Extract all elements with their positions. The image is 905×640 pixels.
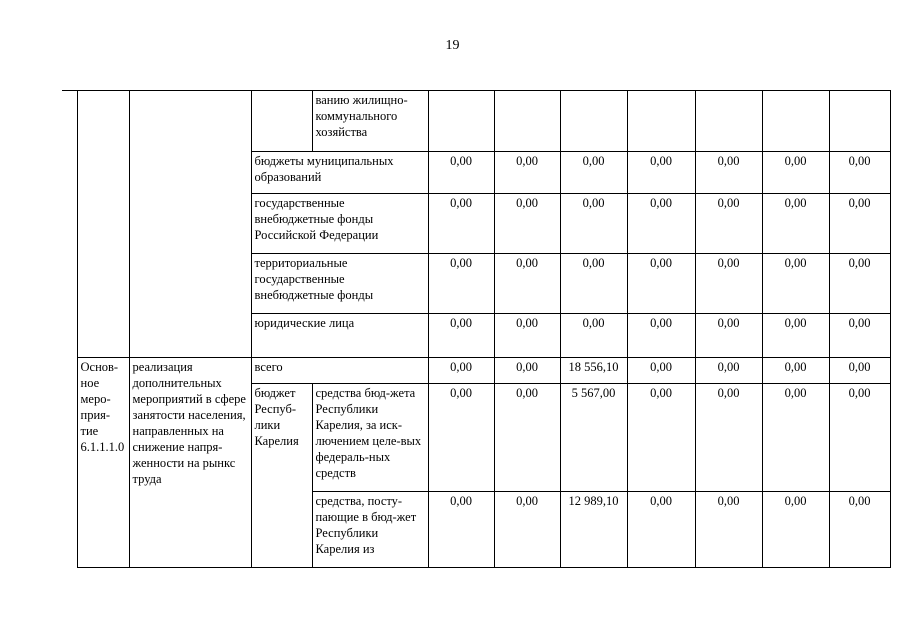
page-number: 19 bbox=[445, 38, 460, 53]
left-edge-cell bbox=[62, 358, 77, 568]
value-cell: 12 989,10 bbox=[560, 492, 627, 568]
value-cell: 0,00 bbox=[627, 152, 695, 194]
value-cell: 0,00 bbox=[627, 314, 695, 358]
value-cell: 0,00 bbox=[494, 254, 560, 314]
source-label: ванию жилищно-коммунального хозяйства bbox=[312, 91, 428, 152]
total-label: всего bbox=[251, 358, 428, 384]
value-cell: 18 556,10 bbox=[560, 358, 627, 384]
value-cell: 0,00 bbox=[695, 384, 762, 492]
budget-group-label: бюджет Респуб-лики Карелия bbox=[251, 384, 312, 568]
value-cell: 0,00 bbox=[627, 492, 695, 568]
value-cell: 0,00 bbox=[695, 492, 762, 568]
value-cell: 0,00 bbox=[762, 384, 829, 492]
value-cell: 0,00 bbox=[695, 254, 762, 314]
value-cell bbox=[829, 91, 890, 152]
source-label: юридические лица bbox=[251, 314, 428, 358]
value-cell: 0,00 bbox=[428, 492, 494, 568]
value-cell: 0,00 bbox=[494, 358, 560, 384]
value-cell: 0,00 bbox=[428, 152, 494, 194]
source-label: территориальные государственные внебюджетные фонды bbox=[251, 254, 428, 314]
value-cell: 0,00 bbox=[627, 358, 695, 384]
value-cell: 0,00 bbox=[560, 314, 627, 358]
value-cell: 0,00 bbox=[762, 358, 829, 384]
value-cell: 0,00 bbox=[829, 492, 890, 568]
value-cell: 0,00 bbox=[762, 152, 829, 194]
budget-table bbox=[62, 90, 891, 568]
value-cell: 0,00 bbox=[428, 358, 494, 384]
measure-description-cell bbox=[129, 91, 251, 358]
value-cell: 0,00 bbox=[428, 194, 494, 254]
value-cell: 0,00 bbox=[494, 492, 560, 568]
value-cell: 0,00 bbox=[695, 152, 762, 194]
value-cell bbox=[428, 91, 494, 152]
value-cell: 0,00 bbox=[695, 358, 762, 384]
source-label: бюджеты муниципальных образований bbox=[251, 152, 428, 194]
value-cell bbox=[560, 91, 627, 152]
value-cell: 0,00 bbox=[762, 314, 829, 358]
value-cell: 0,00 bbox=[695, 194, 762, 254]
budget-group-cell bbox=[251, 91, 312, 152]
value-cell bbox=[494, 91, 560, 152]
source-label: средства бюд-жета Республики Карелия, за иск-лючением целе-вых федераль-ных средств bbox=[312, 384, 428, 492]
measure-type-cell bbox=[77, 91, 129, 358]
value-cell: 0,00 bbox=[428, 314, 494, 358]
value-cell: 0,00 bbox=[695, 314, 762, 358]
value-cell: 0,00 bbox=[829, 152, 890, 194]
value-cell: 0,00 bbox=[428, 254, 494, 314]
value-cell: 0,00 bbox=[560, 254, 627, 314]
measure-description: реализация дополнительных мероприятий в сфере занятости населения, направленных на снижение напря-женности на рынкс труда bbox=[129, 358, 251, 568]
value-cell: 0,00 bbox=[627, 254, 695, 314]
value-cell: 0,00 bbox=[627, 194, 695, 254]
value-cell bbox=[762, 91, 829, 152]
value-cell: 0,00 bbox=[494, 152, 560, 194]
value-cell: 0,00 bbox=[762, 254, 829, 314]
table-row bbox=[62, 91, 890, 152]
measure-type: Основ-ное меро-прия-тие 6.1.1.1.0 bbox=[77, 358, 129, 568]
value-cell: 0,00 bbox=[494, 384, 560, 492]
value-cell bbox=[627, 91, 695, 152]
value-cell: 0,00 bbox=[494, 314, 560, 358]
value-cell bbox=[695, 91, 762, 152]
value-cell: 0,00 bbox=[829, 358, 890, 384]
value-cell: 0,00 bbox=[627, 384, 695, 492]
value-cell: 0,00 bbox=[428, 384, 494, 492]
value-cell: 0,00 bbox=[829, 194, 890, 254]
value-cell: 0,00 bbox=[829, 384, 890, 492]
value-cell: 0,00 bbox=[762, 194, 829, 254]
value-cell: 0,00 bbox=[762, 492, 829, 568]
value-cell: 0,00 bbox=[829, 314, 890, 358]
value-cell: 0,00 bbox=[829, 254, 890, 314]
value-cell: 0,00 bbox=[560, 152, 627, 194]
table-row bbox=[62, 358, 890, 384]
left-edge-cell bbox=[62, 91, 77, 358]
value-cell: 0,00 bbox=[560, 194, 627, 254]
value-cell: 0,00 bbox=[494, 194, 560, 254]
budget-table-container bbox=[62, 90, 891, 568]
source-label: средства, посту-пающие в бюд-жет Республики Карелия из bbox=[312, 492, 428, 568]
source-label: государственные внебюджетные фонды Российской Федерации bbox=[251, 194, 428, 254]
value-cell: 5 567,00 bbox=[560, 384, 627, 492]
